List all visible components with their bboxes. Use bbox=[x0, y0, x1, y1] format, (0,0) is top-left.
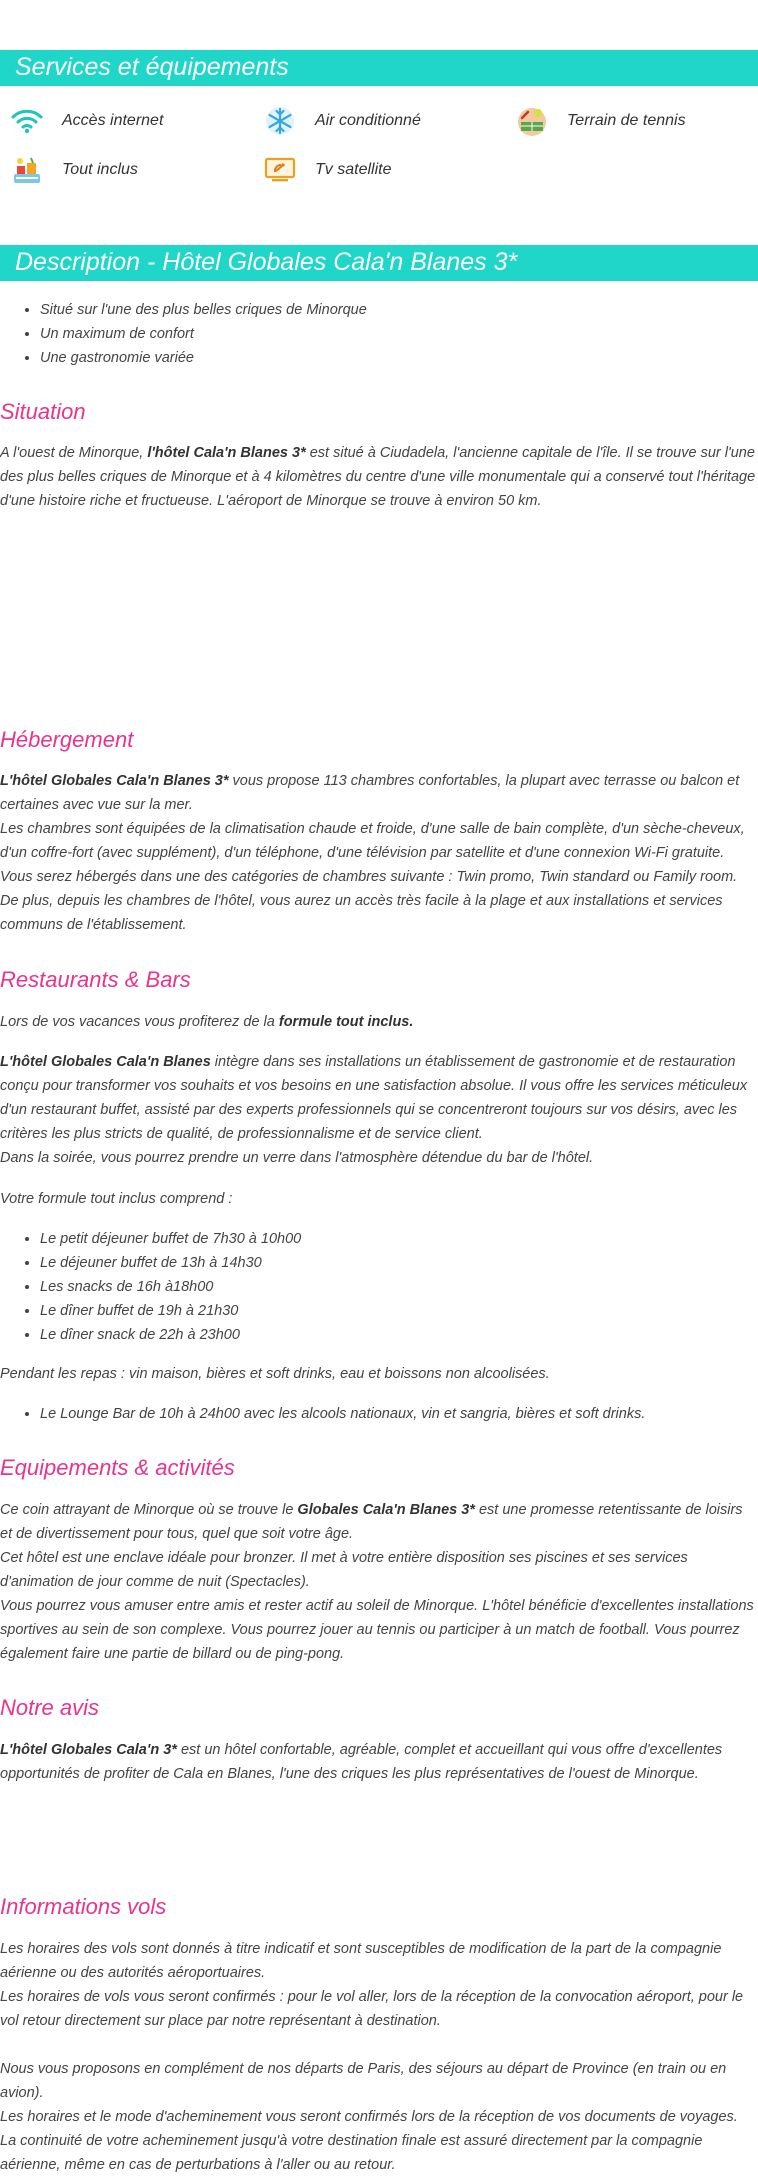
text-segment: Les horaires de vols vous seront confirmés : pour le vol aller, lors de la réception de la convocation aéroport, pour le vol retour directement sur place par notre représentant à destination. bbox=[0, 1989, 744, 2029]
list-item: • Une gastronomie variée bbox=[40, 346, 758, 370]
amenity-label: Terrain de tennis bbox=[567, 112, 686, 129]
amenity-satellite-tv bbox=[263, 153, 391, 187]
list-item: • Le déjeuner buffet de 13h à 14h30 bbox=[40, 1251, 758, 1275]
text-segment: La continuité de votre acheminement jusqu'à votre destination finale est assuré directement par la compagnie aérienne, même en cas de perturbations à l'aller ou au retour. bbox=[0, 2133, 703, 2173]
situation-paragraph bbox=[0, 441, 758, 513]
text-segment: vous propose 113 chambres confortables, la plupart avec terrasse ou balcon et certaines avec vue sur la mer. bbox=[0, 773, 740, 813]
text-segment: De plus, depuis les chambres de l'hôtel, vous aurez un accès très facile à la plage et aux installations et services communs de l'établissement. bbox=[0, 893, 723, 933]
text-segment: est situé à Ciudadela, l'ancienne capitale de l'île. Il se trouve sur l'une des plus belles criques de Minorque et à 4 kilomètres du centre d'une ville monumentale qui a conservé tout l'héritage d'une histoire riche et fructueuse. L'aéroport de Minorque se trouve à environ 50 km. bbox=[0, 445, 756, 509]
amenity-air-conditioning bbox=[263, 104, 421, 138]
services-banner bbox=[0, 50, 758, 86]
formula-list bbox=[0, 1227, 758, 1347]
all-inclusive-icon bbox=[10, 153, 44, 187]
vols-heading: Informations vols bbox=[0, 1894, 167, 1919]
satellite-tv-icon bbox=[263, 153, 297, 187]
situation-heading: Situation bbox=[0, 399, 86, 424]
description-bullets bbox=[0, 298, 758, 370]
formula-bold: formule tout inclus. bbox=[278, 1014, 414, 1030]
snowflake-icon bbox=[263, 104, 297, 138]
amenity-label: Air conditionné bbox=[315, 112, 421, 129]
text-segment: est un hôtel confortable, agréable, complet et accueillant qui vous offre d'excellentes opportunités de profiter de Cala en Blanes, l'une des criques les plus représentatives de l'ouest de Minorque. bbox=[0, 1742, 723, 1782]
hotel-name-bold: l'hôtel Cala'n Blanes 3* bbox=[147, 445, 306, 461]
vols-paragraph-2 bbox=[0, 2057, 758, 2177]
text-segment: Les horaires des vols sont donnés à titre indicatif et sont susceptibles de modification de la part de la compagnie aérienne ou des autorités aéroportuaires. bbox=[0, 1941, 722, 1981]
amenity-all-inclusive bbox=[10, 153, 138, 187]
text-segment: Ce coin attrayant de Minorque où se trouve le bbox=[0, 1502, 298, 1518]
restaurants-paragraph bbox=[0, 1050, 758, 1170]
hotel-name-bold: Globales Cala'n Blanes 3* bbox=[297, 1502, 475, 1518]
list-item: • Un maximum de confort bbox=[40, 322, 758, 346]
bar-list bbox=[0, 1402, 758, 1426]
equipements-paragraph bbox=[0, 1498, 758, 1666]
amenity-internet bbox=[10, 104, 163, 138]
restaurants-intro bbox=[0, 1010, 758, 1034]
text-segment: Dans la soirée, vous pourrez prendre un verre dans l'atmosphère détendue du bar de l'hôtel. bbox=[0, 1150, 594, 1166]
wifi-icon bbox=[10, 104, 44, 138]
text-segment: Les horaires et le mode d'acheminement vous seront confirmés lors de la réception de vos documents de voyages. bbox=[0, 2109, 738, 2125]
hotel-name-bold: L'hôtel Globales Cala'n 3* bbox=[0, 1742, 177, 1758]
text-segment: est une promesse retentissante de loisirs et de divertissement pour tous, quel que soit votre âge. bbox=[0, 1502, 743, 1542]
hotel-name-bold: L'hôtel Globales Cala'n Blanes bbox=[0, 1054, 211, 1070]
text-segment: Les chambres sont équipées de la climatisation chaude et froide, d'une salle de bain complète, d'un sèche-cheveux, d'un coffre-fort (avec supplément), d'un téléphone, d'une télévision par satellite et d'une connexion Wi-Fi gratuite. bbox=[0, 821, 745, 861]
description-title: Description - Hôtel Globales Cala'n Blanes 3* bbox=[15, 248, 518, 276]
list-item: • Les snacks de 16h à18h00 bbox=[40, 1275, 758, 1299]
hotel-name-bold: L'hôtel Globales Cala'n Blanes 3* bbox=[0, 773, 229, 789]
text-segment: Vous serez hébergés dans une des catégories de chambres suivante : Twin promo, Twin standard ou Family room. bbox=[0, 869, 738, 885]
equipements-heading: Equipements & activités bbox=[0, 1455, 235, 1480]
avis-paragraph bbox=[0, 1738, 758, 1786]
amenity-label: Tout inclus bbox=[62, 161, 138, 178]
hebergement-heading: Hébergement bbox=[0, 727, 134, 752]
text-segment: Nous vous proposons en complément de nos départs de Paris, des séjours au départ de Province (en train ou en avion). bbox=[0, 2061, 727, 2101]
amenity-label: Accès internet bbox=[62, 112, 164, 129]
formula-intro: Votre formule tout inclus comprend : bbox=[0, 1191, 233, 1207]
amenity-label: Tv satellite bbox=[315, 161, 392, 178]
description-banner bbox=[0, 245, 758, 281]
services-title: Services et équipements bbox=[15, 53, 289, 81]
drinks-paragraph: Pendant les repas : vin maison, bières et soft drinks, eau et boissons non alcoolisées. bbox=[0, 1366, 550, 1382]
restaurants-heading: Restaurants & Bars bbox=[0, 967, 191, 992]
hebergement-paragraph bbox=[0, 769, 758, 937]
list-item: • Le petit déjeuner buffet de 7h30 à 10h00 bbox=[40, 1227, 758, 1251]
tennis-icon bbox=[515, 104, 549, 138]
amenity-tennis bbox=[515, 104, 686, 138]
text-segment: A l'ouest de Minorque, bbox=[0, 445, 148, 461]
list-item: • Situé sur l'une des plus belles criques de Minorque bbox=[40, 298, 758, 322]
avis-heading: Notre avis bbox=[0, 1695, 100, 1720]
text-segment: Vous pourrez vous amuser entre amis et rester actif au soleil de Minorque. L'hôtel bénéficie d'excellentes installations sportives au sein de son complexe. Vous pourrez jouer au tennis ou participer à un match de football. Vous pourrez également faire une partie de billard ou de ping-pong. bbox=[0, 1598, 754, 1662]
text-segment: Cet hôtel est une enclave idéale pour bronzer. Il met à votre entière disposition ses piscines et ses services d'animation de jour comme de nuit (Spectacles). bbox=[0, 1550, 688, 1590]
text-segment: intègre dans ses installations un établissement de gastronomie et de restauration conçu pour transformer vos souhaits et vos besoins en une satisfaction absolue. Il vous offre les services méticuleux d'un restaurant buffet, assisté par des experts professionnels qui se concentreront toujours sur vos désirs, avec les critères les plus stricts de qualité, de professionnalisme et de service client. bbox=[0, 1054, 748, 1142]
list-item: • Le dîner snack de 22h à 23h00 bbox=[40, 1323, 758, 1347]
list-item: • Le dîner buffet de 19h à 21h30 bbox=[40, 1299, 758, 1323]
list-item: • Le Lounge Bar de 10h à 24h00 avec les alcools nationaux, vin et sangria, bières et soft drinks. bbox=[40, 1402, 758, 1426]
vols-paragraph bbox=[0, 1937, 758, 2033]
text-segment: Lors de vos vacances vous profiterez de la bbox=[0, 1014, 279, 1030]
